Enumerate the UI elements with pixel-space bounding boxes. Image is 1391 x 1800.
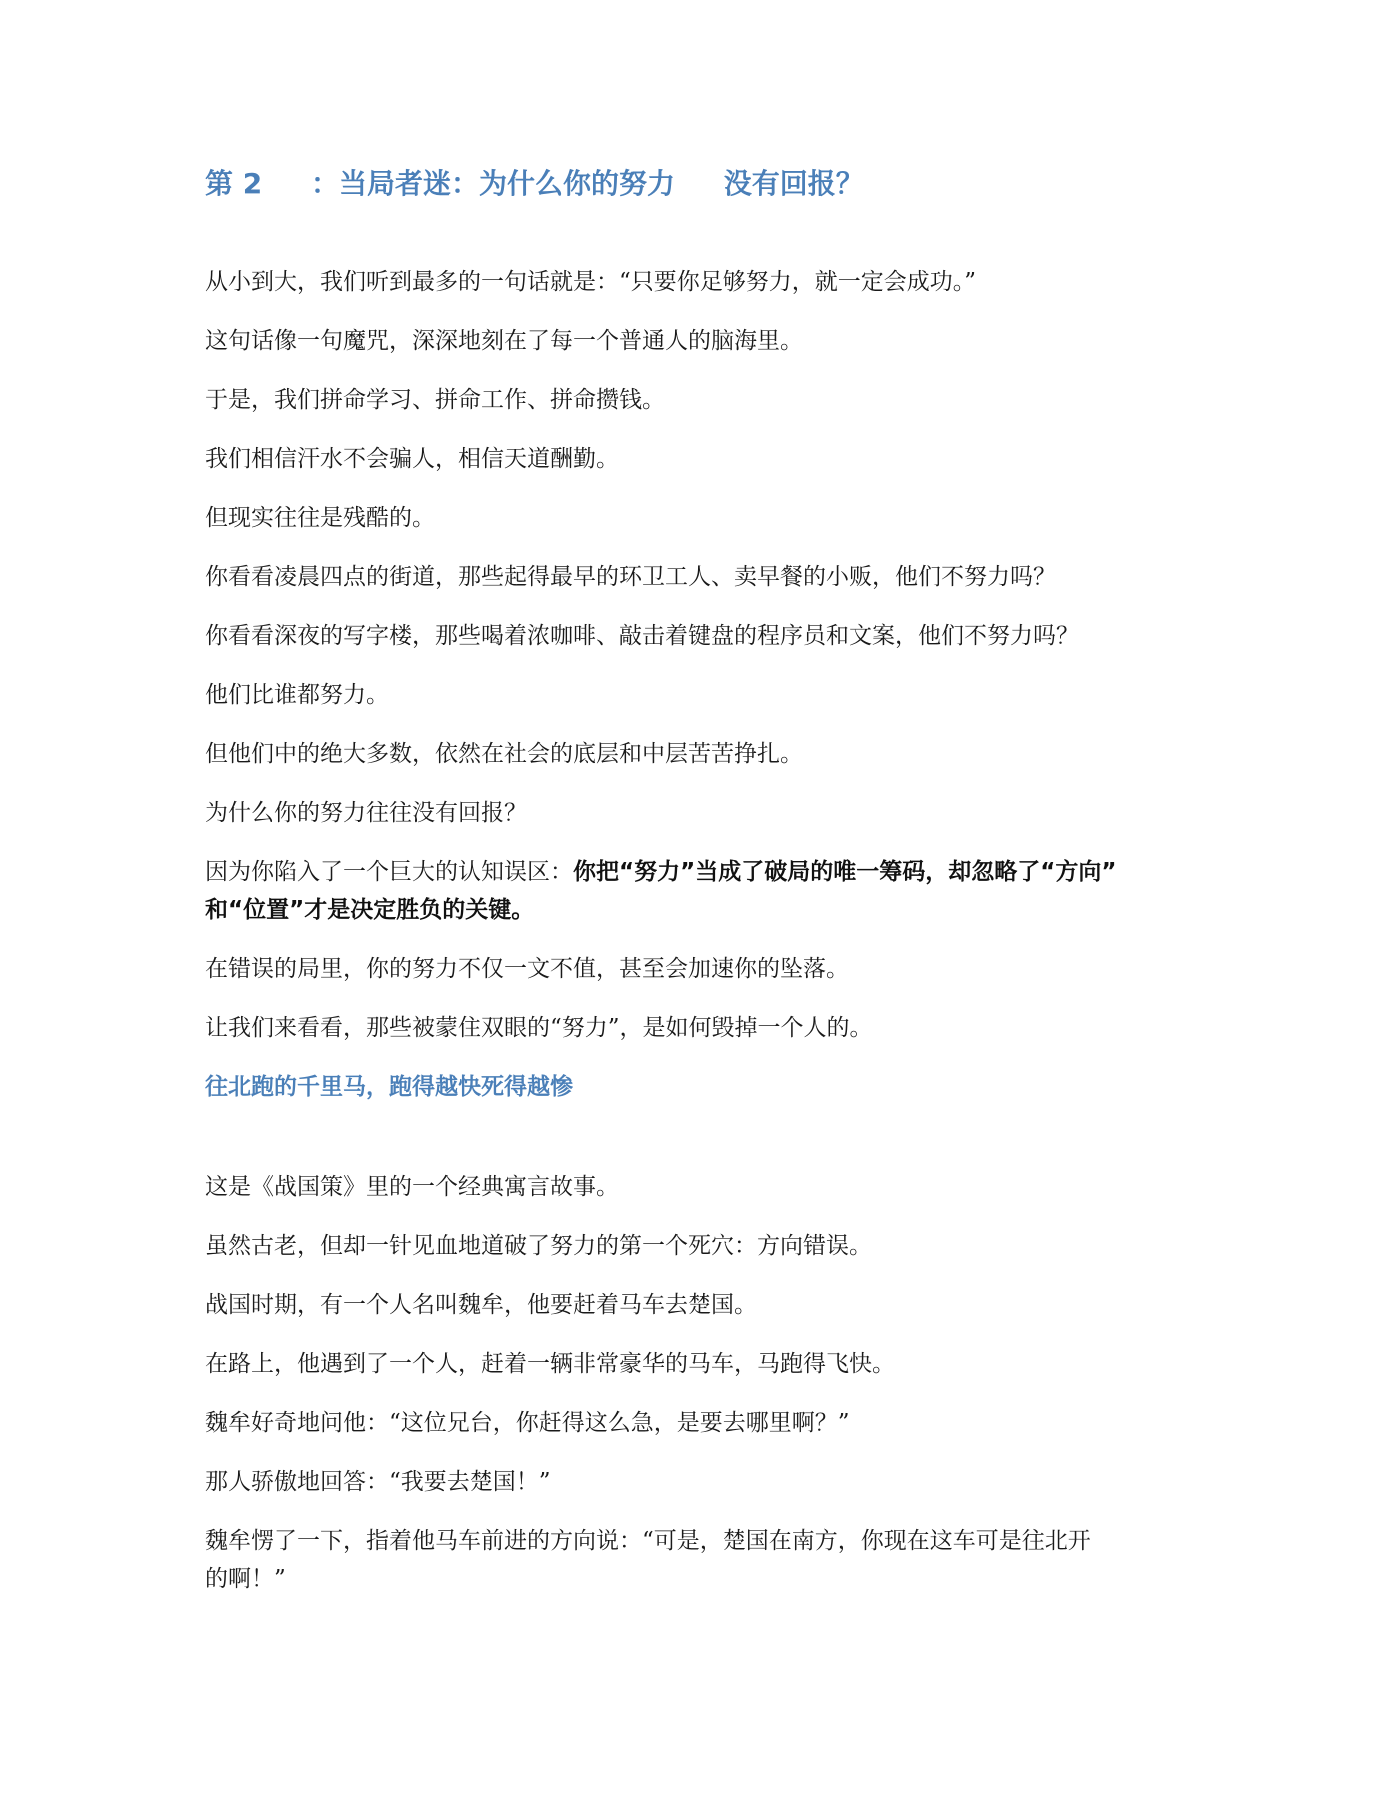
paragraph: 于是，我们拼命学习、拼命工作、拼命攒钱。 [205, 387, 665, 413]
key-insight-emphasis: 你把“努力”当成了破局的唯一筹码，却忽略了“方向” [573, 859, 1117, 885]
paragraph: 但现实往往是残酷的。 [205, 505, 435, 531]
paragraph: 在错误的局里，你的努力不仅一文不值，甚至会加速你的坠落。 [205, 956, 849, 982]
paragraph: 在路上，他遇到了一个人，赶着一辆非常豪华的马车，马跑得飞快。 [205, 1351, 895, 1377]
paragraph: 这句话像一句魔咒，深深地刻在了每一个普通人的脑海里。 [205, 328, 803, 354]
paragraph: 这是《战国策》里的一个经典寓言故事。 [205, 1174, 619, 1200]
paragraph: 那人骄傲地回答：“我要去楚国！” [205, 1469, 551, 1495]
paragraph: 但他们中的绝大多数，依然在社会的底层和中层苦苦挣扎。 [205, 741, 803, 767]
paragraph: 我们相信汗水不会骗人，相信天道酬勤。 [205, 446, 619, 472]
key-insight-lead: 因为你陷入了一个巨大的认知误区： [205, 859, 573, 885]
key-insight-emphasis-cont: 和“位置”才是决定胜负的关键。 [205, 897, 535, 923]
section-heading: 往北跑的千里马，跑得越快死得越惨 [205, 1074, 573, 1100]
paragraph: 从小到大，我们听到最多的一句话就是：“只要你足够努力，就一定会成功。” [205, 269, 977, 295]
paragraph [205, 1522, 1190, 1598]
chapter-title: 第 2 ：当局者迷：为什么你的努力 没有回报？ [205, 167, 864, 200]
paragraph-line: 的啊！” [205, 1566, 286, 1592]
paragraph: 你看看凌晨四点的街道，那些起得最早的环卫工人、卖早餐的小贩，他们不努力吗？ [205, 564, 1056, 590]
paragraph: 他们比谁都努力。 [205, 682, 389, 708]
paragraph: 你看看深夜的写字楼，那些喝着浓咖啡、敲击着键盘的程序员和文案，他们不努力吗？ [205, 623, 1079, 649]
paragraph-line: 魏牟愣了一下，指着他马车前进的方向说：“可是，楚国在南方，你现在这车可是往北开 [205, 1528, 1091, 1554]
paragraph: 为什么你的努力往往没有回报？ [205, 800, 527, 826]
paragraph: 虽然古老，但却一针见血地道破了努力的第一个死穴：方向错误。 [205, 1233, 872, 1259]
paragraph: 战国时期，有一个人名叫魏牟，他要赶着马车去楚国。 [205, 1292, 757, 1318]
paragraph: 让我们来看看，那些被蒙住双眼的“努力”，是如何毁掉一个人的。 [205, 1015, 873, 1041]
key-insight-paragraph [205, 853, 1190, 929]
paragraph: 魏牟好奇地问他：“这位兄台，你赶得这么急，是要去哪里啊？” [205, 1410, 850, 1436]
document-page [205, 0, 1195, 1800]
